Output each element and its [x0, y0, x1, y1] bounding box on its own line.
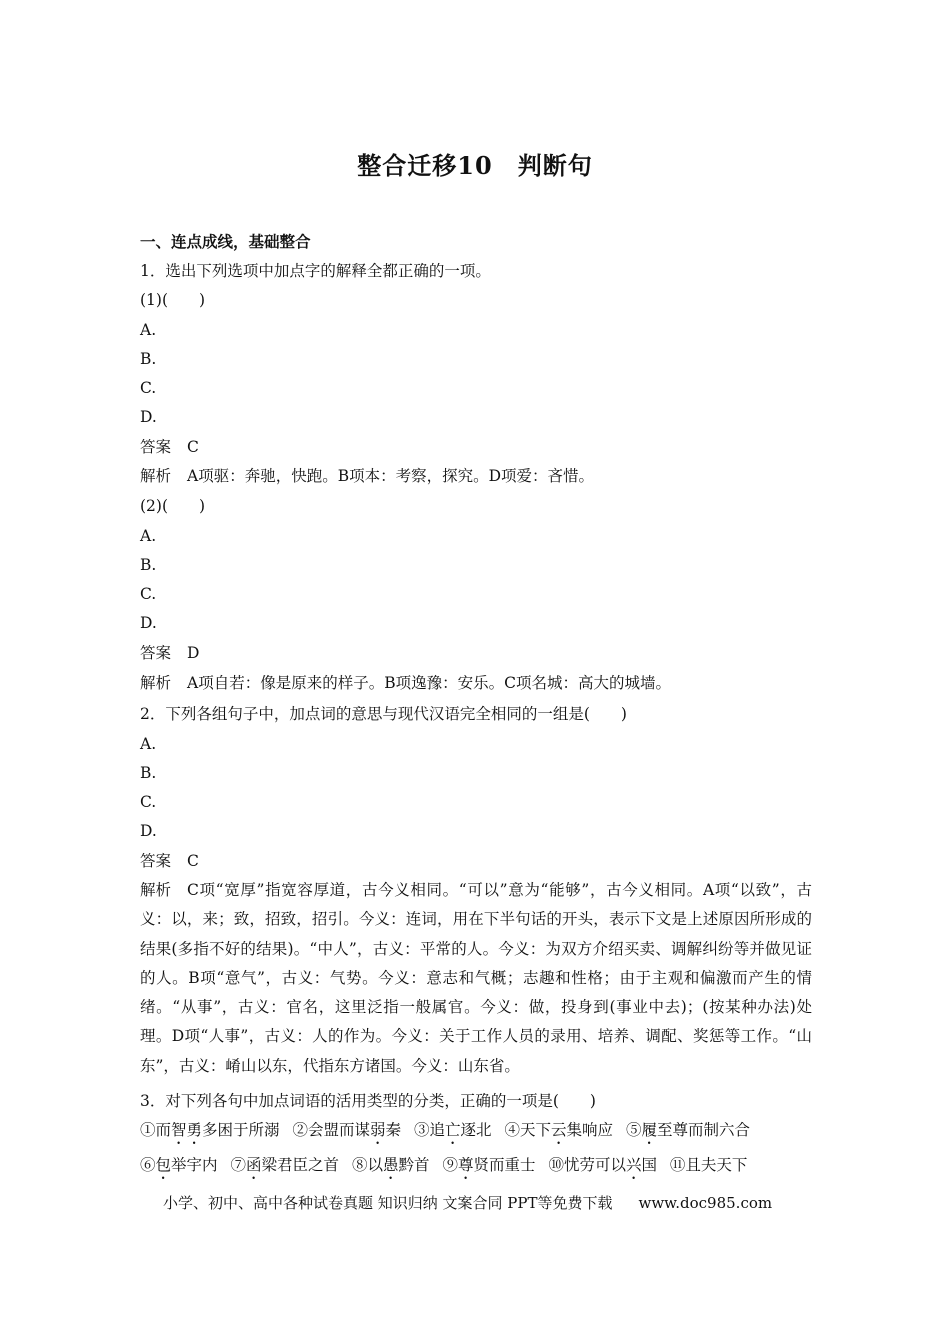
footer-site-link[interactable]: www.doc985.com [638, 1194, 773, 1212]
option-d: D. [140, 614, 157, 632]
question-1-sub-2: (2)( ) [140, 497, 206, 515]
analysis-text: A项自若：像是原来的样子。B项逸豫：安乐。C项名城：高大的城墙。 [187, 674, 671, 692]
answer-value: C [187, 852, 199, 870]
answer-value: C [187, 438, 199, 456]
page-footer [163, 1192, 772, 1213]
option-a: A. [140, 527, 157, 545]
sentence-item: ④天下云集响应 [504, 1121, 613, 1139]
section-heading: 一、连点成线，基础整合 [140, 232, 311, 251]
sentence-item: ⑤履至尊而制六合 [625, 1121, 750, 1139]
option-c: C. [140, 379, 157, 397]
analysis-paragraph [140, 876, 812, 1081]
option-b: B. [140, 764, 157, 782]
option-d: D. [140, 822, 157, 840]
answer-line [140, 437, 199, 457]
sentence-row-1 [140, 1120, 750, 1148]
sentence-row-2 [140, 1155, 747, 1183]
question-3-stem: 3．对下列各句中加点词语的活用类型的分类，正确的一项是( ) [140, 1092, 596, 1110]
sentence-item: ③追亡逐北 [413, 1121, 492, 1139]
analysis-label: 解析 [140, 674, 172, 692]
answer-value: D [187, 644, 200, 662]
answer-label: 答案 [140, 852, 172, 870]
question-1-sub-1: (1)( ) [140, 291, 206, 309]
option-a: A. [140, 735, 157, 753]
sentence-item: ⑥包举宇内 [140, 1156, 218, 1174]
sentence-item: ⑧以愚黔首 [351, 1156, 430, 1174]
question-1-stem: 1．选出下列选项中加点字的解释全都正确的一项。 [140, 262, 491, 280]
sentence-item: ⑩忧劳可以兴国 [548, 1156, 657, 1174]
question-2-stem: 2．下列各组句子中，加点词的意思与现代汉语完全相同的一组是( ) [140, 705, 627, 723]
answer-label: 答案 [140, 438, 172, 456]
analysis-text: A项驱：奔驰，快跑。B项本：考察，探究。D项爱：吝惜。 [187, 467, 595, 485]
option-a: A. [140, 321, 157, 339]
sentence-item: ⑨尊贤而重士 [442, 1156, 536, 1174]
footer-text: 小学、初中、高中各种试卷真题 知识归纳 文案合同 PPT等免费下载 [163, 1194, 613, 1212]
answer-line [140, 851, 199, 871]
option-d: D. [140, 408, 157, 426]
sentence-item: ②会盟而谋弱秦 [292, 1121, 402, 1139]
analysis-line [140, 466, 594, 486]
option-b: B. [140, 556, 157, 574]
analysis-label: 解析 [140, 467, 172, 485]
answer-label: 答案 [140, 644, 172, 662]
option-b: B. [140, 350, 157, 368]
analysis-text: C项“宽厚”指宽容厚道，古今义相同。“可以”意为“能够”，古今义相同。A项“以致”，古义：以，来；致，招致，招引。今义：连词，用在下半句话的开头，表示下文是上述原因所形成的结果(多指不好的结果)。“中人”，古义：平常的人。今义：为双方介绍买卖、调解纠纷等并做见证的人。B项“意气”，古义：气势。今义：意志和气概；志趣和性格；由于主观和偏激而产生的情绪。“从事”，古义：官名，这里泛指一般属官。今义：做，投身到(事业中去)；(按某种办法)处理。D项“人事”，古义：人的作为。今义：关于工作人员的录用、培养、调配、奖惩等工作。“山东”，古义：崤山以东，代指东方诸国。今义：山东省。 [140, 881, 812, 1075]
analysis-line [140, 673, 671, 693]
sentence-item: ⑦函梁君臣之首 [230, 1156, 340, 1174]
page-title: 整合迁移10 判断句 [357, 151, 593, 180]
answer-line [140, 643, 199, 663]
sentence-item: ⑪且夫天下 [669, 1156, 748, 1174]
option-c: C. [140, 585, 157, 603]
analysis-label: 解析 [140, 881, 172, 899]
option-c: C. [140, 793, 157, 811]
sentence-item: ①而智勇多困于所溺 [140, 1121, 280, 1139]
